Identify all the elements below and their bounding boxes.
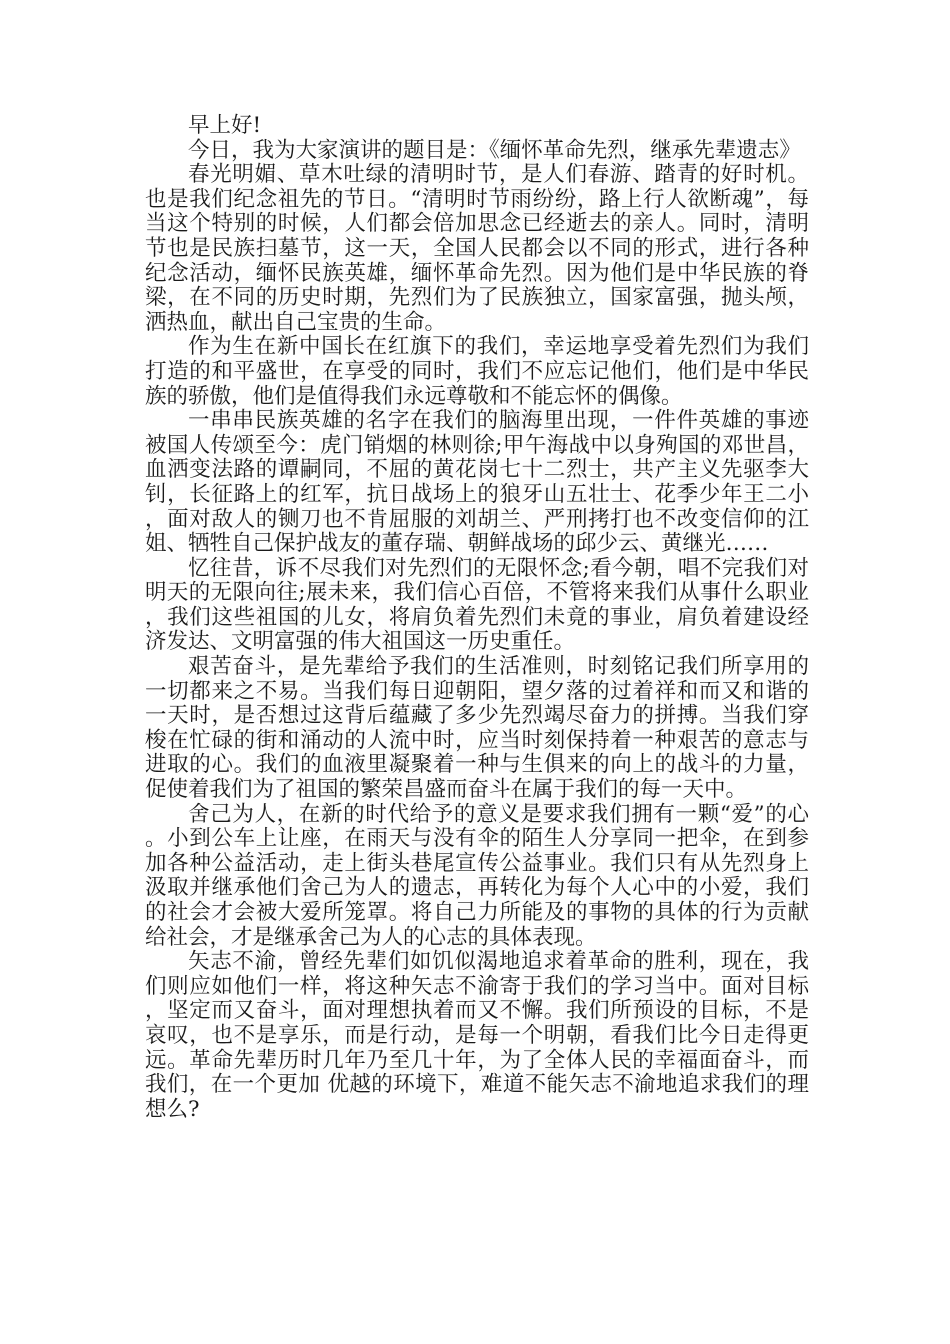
body-paragraph: 矢志不渝，曾经先辈们如饥似渴地追求着革命的胜利，现在，我们则应如他们一样，将这种矢志不渝寄于我们的学习当中。面对目标，坚定而又奋斗，面对理想执着而又不懈。我们所预设的目标，不是哀叹，也不是享乐，而是行动，是每一个明朝，看我们比今日走得更远。革命先辈历时几年乃至几十年，为了全体人民的幸福面奋斗，而我们，在一个更加 优越的环境下，难道不能矢志不渝地追求我们的理想么? <box>145 949 809 1122</box>
body-paragraph: 作为生在新中国长在红旗下的我们，幸运地享受着先烈们为我们打造的和平盛世，在享受的同时，我们不应忘记他们，他们是中华民族的骄傲，他们是值得我们永远尊敬和不能忘怀的偶像。 <box>145 334 809 409</box>
document-body <box>145 114 809 1122</box>
body-paragraph: 舍己为人，在新的时代给予的意义是要求我们拥有一颗“爱”的心。小到公车上让座，在雨天与没有伞的陌生人分享同一把伞，在到参加各种公益活动，走上街头巷尾宣传公益事业。我们只有从先烈身上汲取并继承他们舍己为人的遗志，再转化为每个人心中的小爱，我们的社会才会被大爱所笼罩。将自己力所能及的事物的具体的行为贡献给社会，才是继承舍己为人的心志的具体表现。 <box>145 801 809 950</box>
body-paragraph: 艰苦奋斗，是先辈给予我们的生活准则，时刻铭记我们所享用的一切都来之不易。当我们每日迎朝阳，望夕落的过着祥和而又和谐的一天时，是否想过这背后蕴藏了多少先烈竭尽奋力的拼搏。当我们穿梭在忙碌的街和涌动的人流中时，应当时刻保持着一种艰苦的意志与进取的心。我们的血液里凝聚着一种与生俱来的向上的战斗的力量，促使着我们为了祖国的繁荣昌盛而奋斗在属于我们的每一天中。 <box>145 654 809 803</box>
body-paragraph: 忆往昔，诉不尽我们对先烈们的无限怀念;看今朝，唱不完我们对明天的无限向往;展未来，我们信心百倍，不管将来我们从事什么职业，我们这些祖国的儿女，将肩负着先烈们未竟的事业，肩负着建设经济发达、文明富强的伟大祖国这一历史重任。 <box>145 555 809 655</box>
body-paragraph: 春光明媚、草木吐绿的清明时节，是人们春游、踏青的好时机。也是我们纪念祖先的节日。“清明时节雨纷纷，路上行人欲断魂”，每当这个特别的时候，人们都会倍加思念已经逝去的亲人。同时，清明节也是民族扫墓节，这一天，全国人民都会以不同的形式，进行各种纪念活动，缅怀民族英雄，缅怀革命先烈。因为他们是中华民族的脊梁，在不同的历史时期，先烈们为了民族独立，国家富强，抛头颅，洒热血，献出自己宝贵的生命。 <box>145 162 809 335</box>
body-paragraph: 一串串民族英雄的名字在我们的脑海里出现，一件件英雄的事迹被国人传颂至今：虎门销烟的林则徐;甲午海战中以身殉国的邓世昌，血洒变法路的谭嗣同，不屈的黄花岗七十二烈士，共产主义先驱李大钊，长征路上的红军，抗日战场上的狼牙山五壮士、花季少年王二小，面对敌人的铡刀也不肯屈服的刘胡兰、严刑拷打也不改变信仰的江姐、牺牲自己保护战友的董存瑞、朝鲜战场的邱少云、黄继光…… <box>145 408 809 557</box>
greeting-paragraph: 早上好! <box>188 113 262 138</box>
speech-title-paragraph: 今日，我为大家演讲的题目是：《缅怀革命先烈，继承先辈遗志》 <box>188 137 801 163</box>
